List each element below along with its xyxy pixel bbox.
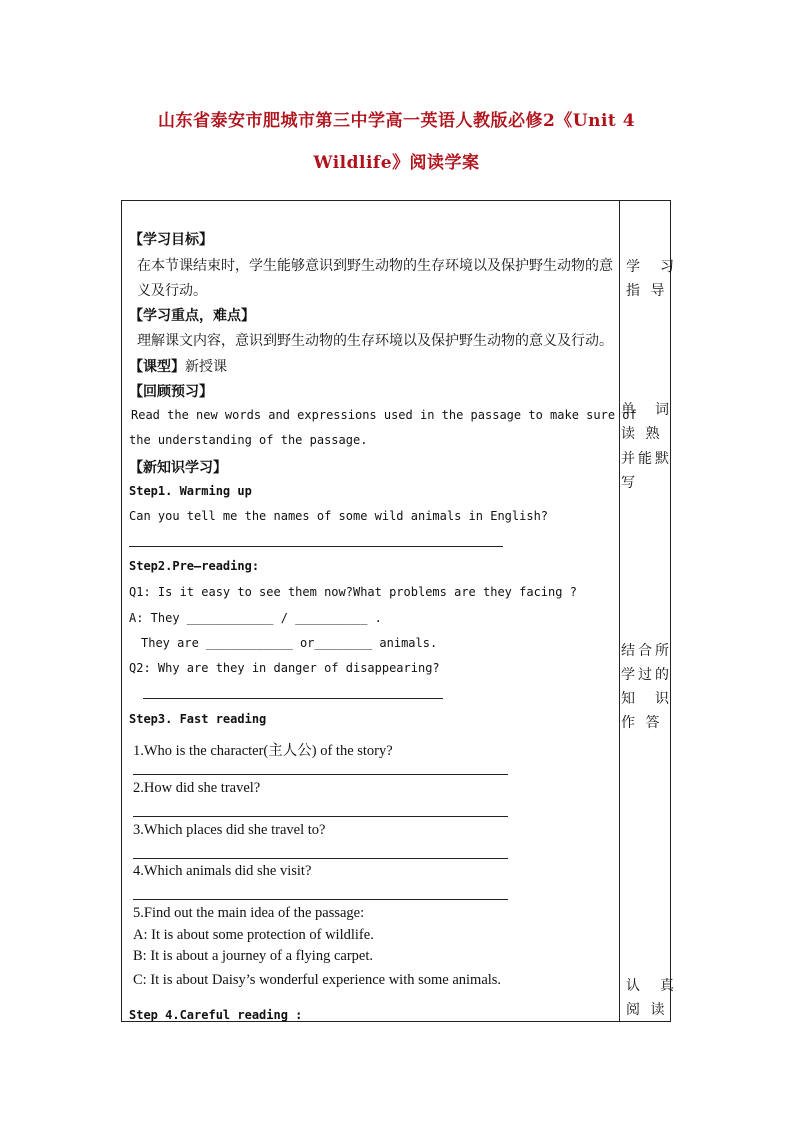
sidebar-words-4: 写 xyxy=(621,475,638,491)
step2-answer-line-1: A: They ____________ / __________ . xyxy=(129,611,382,625)
sidebar-words-2: 读 熟 xyxy=(621,426,663,442)
step2-answer-line-2: They are ____________ or________ animals. xyxy=(141,636,438,650)
step1-question: Can you tell me the names of some wild animals in English? xyxy=(129,509,549,523)
sidebar-combine-2: 学过的 xyxy=(621,667,672,683)
step1-title: Step1. Warming up xyxy=(129,484,252,498)
step2-question-2: Q2: Why are they in danger of disappearing? xyxy=(129,661,440,675)
step3-answer-line-2 xyxy=(133,816,508,817)
step2-question-1: Q1: Is it easy to see them now?What problems are they facing ? xyxy=(129,585,577,599)
sidebar-combine-4: 作 答 xyxy=(621,715,663,731)
step3-question-1: 1.Who is the character(主人公) of the story? xyxy=(133,743,393,759)
review-heading: 【回顾预习】 xyxy=(129,384,213,400)
sidebar-words-1: 单 词 xyxy=(621,402,672,418)
new-knowledge-heading: 【新知识学习】 xyxy=(129,460,227,476)
focus-text: 理解课文内容，意识到野生动物的生存环境以及保护野生动物的意义及行动。 xyxy=(137,333,613,349)
step3-question-5: 5.Find out the main idea of the passage: xyxy=(133,905,365,921)
step3-option-a: A: It is about some protection of wildlife. xyxy=(133,927,374,943)
sidebar-combine-1: 结合所 xyxy=(621,643,672,659)
step3-option-c: C: It is about Daisy’s wonderful experience with some animals. xyxy=(133,972,502,988)
review-text-1: Read the new words and expressions used in the passage to make sure of xyxy=(131,408,637,422)
sidebar-guide-2: 指 导 xyxy=(626,283,668,299)
step4-title: Step 4.Careful reading : xyxy=(129,1008,303,1022)
document-title-line2: Wildlife》阅读学案 xyxy=(313,153,480,173)
column-divider xyxy=(619,200,620,1022)
step3-question-4: 4.Which animals did she visit? xyxy=(133,863,312,879)
goals-text-2: 义及行动。 xyxy=(137,283,207,299)
goals-text-1: 在本节课结束时，学生能够意识到野生动物的生存环境以及保护野生动物的意 xyxy=(137,258,613,274)
goals-heading: 【学习目标】 xyxy=(129,232,213,248)
sidebar-read-1: 认 真 xyxy=(626,978,677,994)
step3-question-2: 2.How did she travel? xyxy=(133,780,261,796)
step3-answer-line-1 xyxy=(133,774,508,775)
sidebar-words-3: 并能默 xyxy=(621,451,672,467)
step3-answer-line-4 xyxy=(133,899,508,900)
sidebar-combine-3: 知 识 xyxy=(621,691,672,707)
step2-title: Step2.Pre—reading: xyxy=(129,559,260,573)
step2-answer-line xyxy=(143,698,443,699)
step3-option-b: B: It is about a journey of a flying carpet. xyxy=(133,948,373,964)
review-text-2: the understanding of the passage. xyxy=(129,433,368,447)
sidebar-guide-1: 学 习 xyxy=(626,259,677,275)
type-value: 新授课 xyxy=(185,359,227,375)
sidebar-read-2: 阅 读 xyxy=(626,1002,668,1018)
step1-answer-line xyxy=(129,546,503,547)
focus-heading: 【学习重点，难点】 xyxy=(129,308,255,324)
type-heading: 【课型】 xyxy=(129,359,185,375)
document-title-line1: 山东省泰安市肥城市第三中学高一英语人教版必修2《Unit 4 xyxy=(157,111,636,131)
step3-title: Step3. Fast reading xyxy=(129,712,267,726)
step3-answer-line-3 xyxy=(133,858,508,859)
step3-question-3: 3.Which places did she travel to? xyxy=(133,822,326,838)
lesson-type xyxy=(129,356,227,376)
